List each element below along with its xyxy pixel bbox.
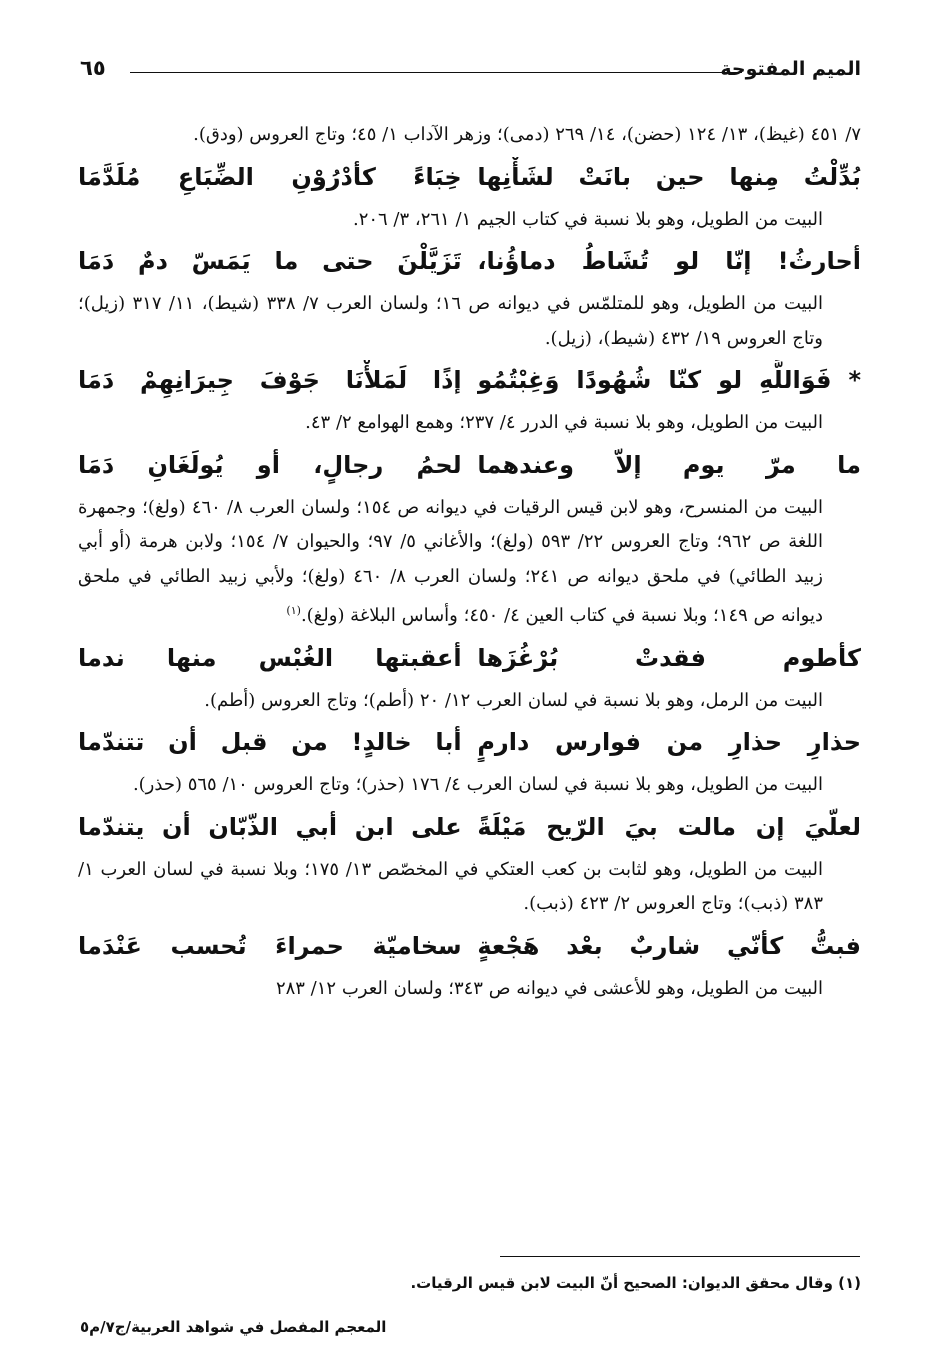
footnote-rule — [500, 1256, 860, 1257]
verse-first-hemistich: * فَوَاللَّهِ لو كنّا شُهُودًا وَغِبْتُمُو — [477, 366, 861, 394]
verse-note: البيت من الطويل، وهو لثابت بن كعب العتكي في المخصّص ١٣/ ١٧٥؛ وبلا نسبة في لسان العرب ١/ ٣٨٣ (ذبب)؛ وتاج العروس ٢/ ٤٢٣ (ذبب). — [78, 858, 823, 914]
verse-second-hemistich: أبا خالدٍ! من قبل أن تتندّما — [78, 728, 462, 756]
verse-line — [78, 157, 861, 203]
verse-first-hemistich: فبتُّ كأنّي شاربٌ بعْد هَجْعةٍ — [477, 931, 861, 960]
verse-note: البيت من الطويل، وهو للأعشى في ديوانه ص ٣٤٣؛ ولسان العرب ١٢/ ٢٨٣ — [275, 977, 823, 999]
verse-first-hemistich: بُدِّلْتُ مِنها حين بانَتْ لشَأْنِها — [477, 162, 861, 191]
verse-line — [78, 807, 861, 853]
verse-note — [78, 491, 861, 634]
verse-first-hemistich: أحارثُ! إنّا لو تُشَاطُ دماؤُنا، — [477, 247, 861, 275]
verse-line — [78, 445, 861, 491]
page-number: ٦٥ — [80, 56, 106, 80]
verse-line — [78, 638, 861, 684]
verse-first-hemistich: ما مرّ يوم إلاّ وعندهما — [477, 450, 861, 479]
verse-line — [78, 241, 861, 287]
verse-second-hemistich: إذًا لَمَلأْنَا جَوْفَ جِيرَانِهِمْ دَمَا — [78, 366, 462, 394]
verse-line — [78, 926, 861, 972]
verse-note: البيت من الطويل، وهو بلا نسبة في لسان العرب ٤/ ١٧٦ (حذر)؛ وتاج العروس ١٠/ ٥٦٥ (حذر). — [132, 774, 823, 795]
verse-first-hemistich: كأطوم فقدتْ بُرْغُزَها — [477, 643, 861, 672]
verse-note: البيت من الرمل، وهو بلا نسبة في لسان العرب ١٢/ ٢٠ (أطم)؛ وتاج العروس (أطم). — [204, 689, 823, 711]
verse-note: البيت من الطويل، وهو للمتلمّس في ديوانه ص ١٦؛ ولسان العرب ٧/ ٣٣٨ (شيط)، ١١/ ٣١٧ (زيل)؛ وتاج العروس ١٩/ ٤٣٢ (شيط)، (زيل). — [78, 293, 823, 349]
verse-first-hemistich: حذارِ حذارِ من فوارس دارمٍ — [477, 728, 861, 756]
verse-second-hemistich: لحمُ رجالٍ، أو يُولَغَانِ دَمَا — [78, 450, 462, 479]
continued-note: ٧/ ٤٥١ (غيظ)، ١٣/ ١٢٤ (حضن)، ١٤/ ٢٦٩ (دمى)؛ وزهر الآداب ١/ ٤٥؛ وتاج العروس (ودق). — [193, 124, 861, 145]
verse-note: البيت من الطويل، وهو بلا نسبة في الدرر ٤/ ٢٣٧؛ وهمع الهوامع ٢/ ٤٣. — [305, 412, 823, 433]
verse-first-hemistich: لعلّيَ إن مالت بيَ الرّيح مَيْلَةً — [477, 812, 861, 841]
verse-note-text: البيت من المنسرح، وهو لابن قيس الرقيات في ديوانه ص ١٥٤؛ ولسان العرب ٨/ ٤٦٠ (ولغ)؛ وجمهرة اللغة ص ٩٦٢؛ وتاج العروس ٢٢/ ٥٩٣ (ولغ)؛ والأغاني ٥/ ٩٧؛ والحيوان ٧/ ١٥٤؛ ولابن هرمة (أو أبي زبيد الطائي) في ملحق ديوانه ص ٢٤١؛ ولسان العرب ٨/ ٤٦٠ (ولغ)؛ ولأبي زبيد الطائي في ملحق ديوانه ص ١٤٩؛ وبلا نسبة في كتاب العين ٤/ ٤٥٠؛ وأساس البلاغة (ولغ). — [78, 496, 824, 626]
page-body — [78, 118, 861, 1006]
footnote-marker: (١) — [286, 604, 301, 617]
header-rule — [130, 72, 742, 73]
book-signature: المعجم المفصل في شواهد العربية/ج٧/م٥ — [80, 1318, 387, 1336]
verse-second-hemistich: أعقبتها الغُبْس منها ندما — [78, 643, 462, 672]
verse-note: البيت من الطويل، وهو بلا نسبة في كتاب الجيم ١/ ٢٦١، ٣/ ٢٠٦. — [352, 208, 823, 230]
verse-line — [78, 722, 861, 768]
footnote: (١) وقال محقق الديوان: الصحيح أنّ البيت لابن قيس الرقيات. — [410, 1274, 861, 1292]
verse-second-hemistich: تَزَيَّلْنَ حتى ما يَمَسّ دمٌ دَمَا — [78, 247, 462, 275]
verse-second-hemistich: سخاميّة حمراءَ تُحسب عَنْدَما — [78, 931, 462, 960]
verse-line — [78, 360, 861, 406]
verse-second-hemistich: على ابن أبي الذّبّان أن يتندّما — [78, 812, 462, 841]
running-title: الميم المفتوحة — [720, 58, 861, 80]
verse-second-hemistich: خِبَاءً كأدْرُوْنِ الضِّبَاعِ مُلَدَّمَا — [78, 162, 462, 191]
